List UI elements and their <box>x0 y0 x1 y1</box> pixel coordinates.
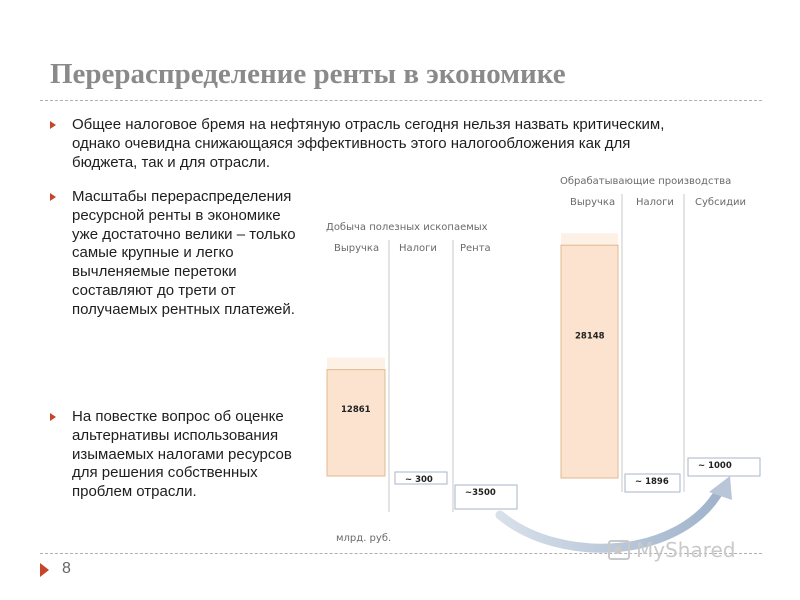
bullet-2-text: Масштабы перераспределения ресурсной ренты в экономике уже достаточно велики – только самые крупные и легко вычленяемые перетоки составляют до трети от получаемых рентных платежей. <box>72 188 296 318</box>
bar-cap <box>327 358 385 370</box>
group-title: Добыча полезных ископаемых <box>326 222 488 233</box>
group-title: Обрабатывающие производства <box>560 176 732 187</box>
bar-cap <box>561 233 618 245</box>
data-label: ~3500 <box>465 488 496 498</box>
data-label: ~ 1000 <box>698 461 732 471</box>
data-label: ~ 1896 <box>635 477 669 487</box>
data-label: 12861 <box>341 405 371 416</box>
column-header: Субсидии <box>695 197 746 208</box>
column-header: Выручка <box>334 243 380 254</box>
watermark-logo <box>608 538 736 562</box>
bar-revenue <box>561 245 618 478</box>
data-label: ~ 300 <box>405 475 433 485</box>
bullet-1-text: Общее налоговое бремя на нефтяную отрасль сегодня нельзя назвать критическим, однако очевидна снижающаяся эффективность этого налогообложения как для бюджета, так и для отрасли. <box>72 116 665 171</box>
page-number: 8 <box>62 560 71 577</box>
unit-label: млрд. руб. <box>336 533 392 544</box>
column-header: Налоги <box>399 243 437 254</box>
slide-title: Перераспределение ренты в экономике <box>50 58 566 90</box>
watermark-icon <box>608 540 630 560</box>
column-header: Выручка <box>570 197 616 208</box>
column-header: Рента <box>460 243 491 254</box>
watermark-text: MyShared <box>636 538 736 562</box>
bullet-3-text: На повестке вопрос об оценке альтернативы использования изымаемых налогами ресурсов для решения собственных проблем отрасли. <box>72 408 292 501</box>
page-arrow-icon <box>40 563 49 577</box>
bar-revenue <box>327 370 385 476</box>
data-label: 28148 <box>575 331 605 342</box>
column-header: Налоги <box>636 197 674 208</box>
